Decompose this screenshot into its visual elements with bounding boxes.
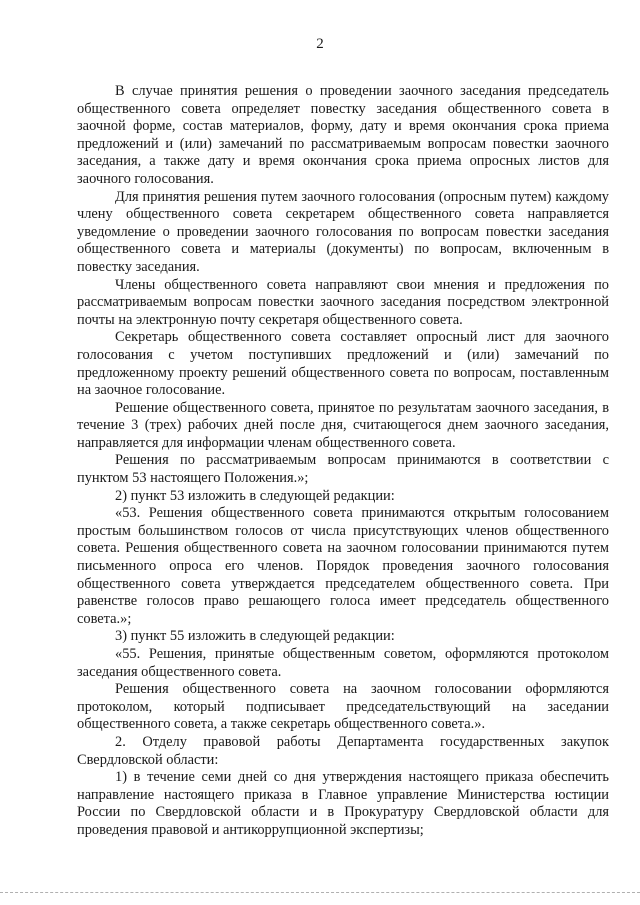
- paragraph: 3) пункт 55 изложить в следующей редакции:: [115, 628, 395, 645]
- page-number: 2: [316, 36, 324, 52]
- paragraph: «53. Решения общественного совета принимаются открытым голосованием простым большинством голосов от числа присутствующих членов общественного совета. Решения общественного совета на заочном голосовании принимаются путем письменного опроса его членов. Порядок проведения заочного голосования общественного совета утверждается председателем общественного совета. При равенстве голосов право решающего голоса имеет председатель общественного совета.»;: [77, 505, 609, 627]
- paragraph: 2. Отделу правовой работы Департамента государственных закупок Свердловской области:: [77, 733, 609, 768]
- document-body: [77, 83, 609, 840]
- paragraph: «55. Решения, принятые общественным советом, оформляются протоколом заседания общественного совета.: [77, 646, 609, 680]
- paragraph: Решения общественного совета на заочном голосовании оформляются протоколом, который подписывает председательствующий на заседании общественного совета, а также секретарь общественного совета.».: [77, 681, 609, 733]
- paragraph: 2) пункт 53 изложить в следующей редакции:: [115, 487, 395, 504]
- page-bottom-divider: [0, 892, 640, 894]
- paragraph: Секретарь общественного совета составляет опросный лист для заочного голосования с учетом поступивших предложений и (или) замечаний по предложенному проекту решений общественного совета по вопросам, поставленным на заочное голосование.: [77, 329, 609, 399]
- paragraph: Члены общественного совета направляют свои мнения и предложения по рассматриваемым вопросам повестки заочного заседания посредством электронной почты на электронную почту секретаря общественного совета.: [77, 276, 609, 328]
- paragraph: Для принятия решения путем заочного голосования (опросным путем) каждому члену общественного совета секретарем общественного совета направляется уведомление о проведении заочного голосования по вопросам повестки заседания общественного совета и материалы (документы) по вопросам, включенным в повестку заседания.: [77, 188, 609, 275]
- paragraph: Решения по рассматриваемым вопросам принимаются в соответствии с пунктом 53 настоящего Положения.»;: [77, 452, 609, 487]
- paragraph: В случае принятия решения о проведении заочного заседания председатель общественного совета определяет повестку заседания общественного совета в заочной форме, состав материалов, форму, дату и время окончания срока приема предложений и (или) замечаний по рассматриваемым вопросам повестки заочного заседания, а также дату и время окончания срока приема опросных листов для заочного голосования.: [77, 83, 609, 187]
- paragraph: Решение общественного совета, принятое по результатам заочного заседания, в течение 3 (трех) рабочих дней после дня, считающегося днем заочного заседания, направляется для информации членам общественного совета.: [77, 399, 609, 451]
- paragraph: 1) в течение семи дней со дня утверждения настоящего приказа обеспечить направление настоящего приказа в Главное управление Министерства юстиции России по Свердловской области и в Прокуратуру Свердловской области для проведения правовой и антикоррупционной экспертизы;: [77, 769, 609, 838]
